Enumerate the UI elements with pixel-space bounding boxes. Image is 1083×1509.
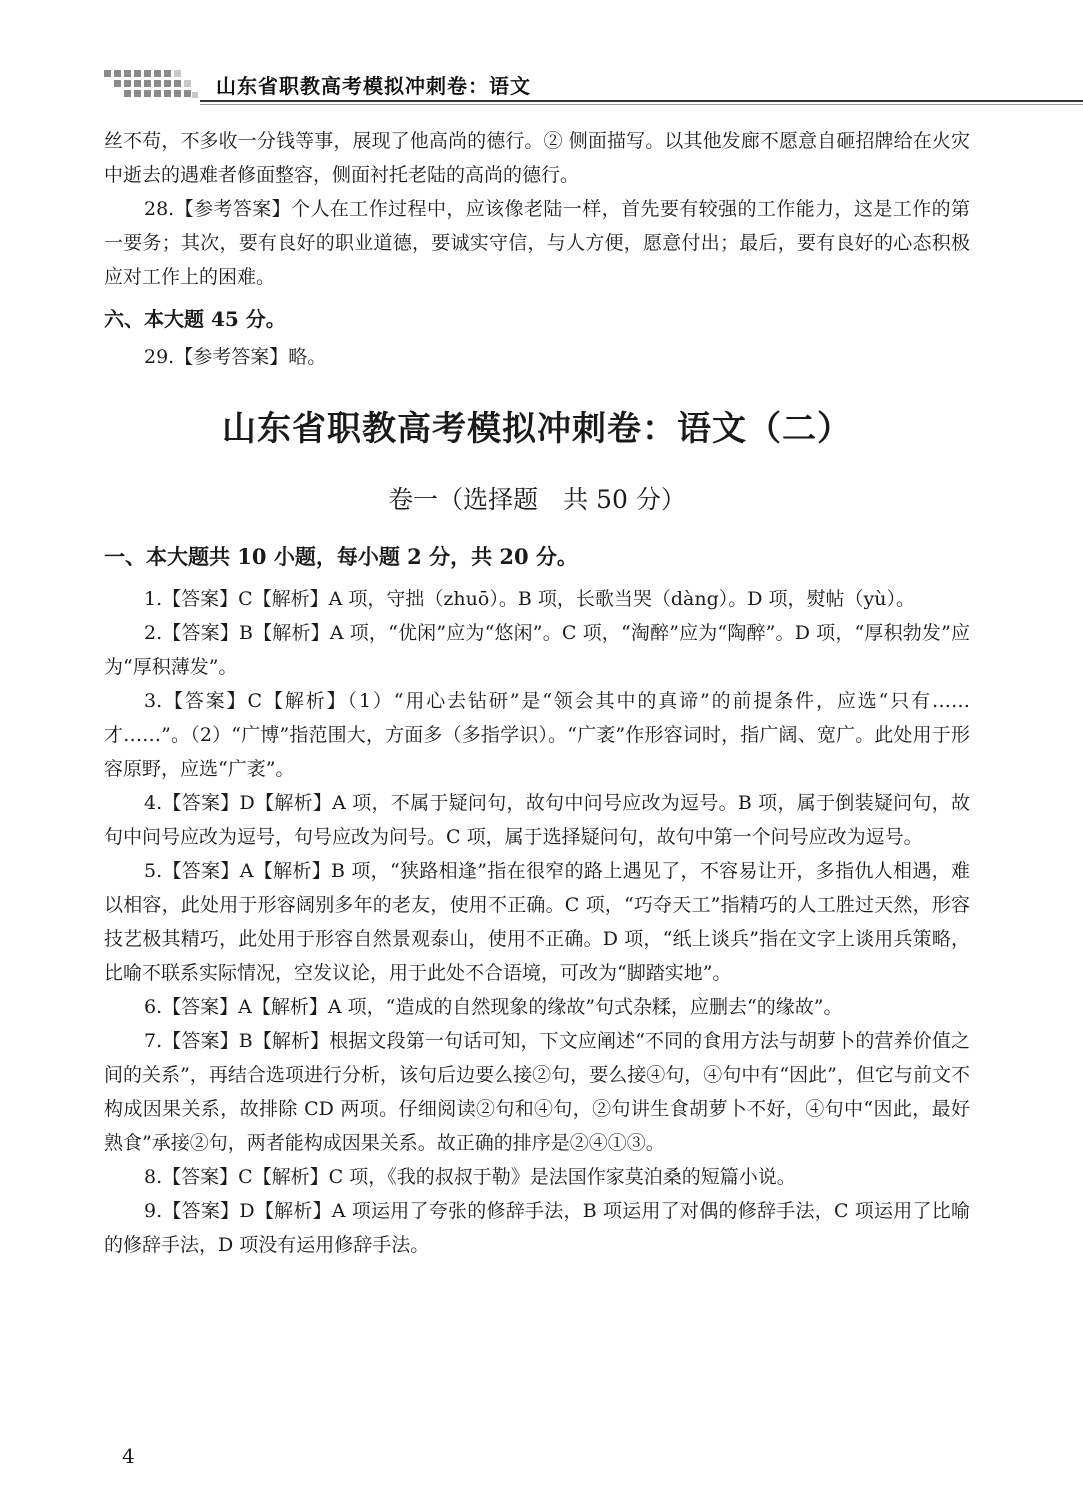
page-number: 4 [122, 1444, 135, 1468]
header-title: 山东省职教高考模拟冲刺卷：语文 [216, 74, 531, 98]
answer-29: 29.【参考答案】略。 [144, 346, 327, 368]
section-one-heading: 一、本大题共 10 小题，每小题 2 分，共 20 分。 [104, 544, 578, 569]
answer-item: 3.【答案】C【解析】（1）“用心去钻研”是“领会其中的真谛”的前提条件，应选“只有……才……”。（2）“广博”指范围大，方面多（多指学识）。“广袤”作形容词时，指广阔、宽广。此处用于形容原野，应选“广袤”。 [104, 690, 970, 780]
answer-item: 5.【答案】A【解析】B 项，“狭路相逢”指在很窄的路上遇见了，不容易让开，多指仇人相遇，难以相容，此处用于形容阔别多年的老友，使用不正确。C 项，“巧夺天工”指精巧的人工胜过天然，形容技艺极其精巧，此处用于形容自然景观泰山，使用不正确。D 项，“纸上谈兵”指在文字上谈用兵策略，比喻不联系实际情况，空发议论，用于此处不合语境，可改为“脚踏实地”。 [104, 860, 970, 984]
answer-item: 7.【答案】B【解析】根据文段第一句话可知，下文应阐述“不同的食用方法与胡萝卜的营养价值之间的关系”，再结合选项进行分析，该句后边要么接②句，要么接④句，④句中有“因此”，但它与前文不构成因果关系，故排除 CD 两项。仔细阅读②句和④句，②句讲生食胡萝卜不好，④句中“因此，最好熟食”承接②句，两者能构成因果关系。故正确的排序是②④①③。 [104, 1030, 970, 1154]
answer-item: 8.【答案】C【解析】C 项，《我的叔叔于勒》是法国作家莫泊桑的短篇小说。 [144, 1166, 796, 1188]
answer-28: 28.【参考答案】个人在工作过程中，应该像老陆一样，首先要有较强的工作能力，这是工作的第一要务；其次，要有良好的职业道德，要诚实守信，与人方便，愿意付出；最后，要有良好的心态积极应对工作上的困难。 [104, 198, 970, 288]
header-dot-grid-icon [104, 70, 200, 104]
answer-item: 4.【答案】D【解析】A 项，不属于疑问句，故句中问号应改为逗号。B 项，属于倒装疑问句，故句中问号应改为逗号，句号应改为问号。C 项，属于选择疑问句，故句中第一个问号应改为逗号。 [104, 792, 970, 848]
header-divider [200, 100, 1083, 102]
exam-subtitle: 卷一（选择题 共 50 分） [388, 485, 686, 514]
answer-item: 9.【答案】D【解析】A 项运用了夸张的修辞手法，B 项运用了对偶的修辞手法，C 项运用了比喻的修辞手法，D 项没有运用修辞手法。 [104, 1200, 970, 1256]
header-divider-thin [200, 104, 1083, 105]
paragraph-continuation: 丝不苟，不多收一分钱等事，展现了他高尚的德行。② 侧面描写。以其他发廊不愿意自砸招牌给在火灾中逝去的遇难者修面整容，侧面衬托老陆的高尚的德行。 [104, 130, 970, 186]
page-header [0, 0, 1083, 110]
section-six-heading: 六、本大题 45 分。 [104, 307, 286, 331]
exam-title: 山东省职教高考模拟冲刺卷：语文（二） [222, 409, 852, 449]
page-content [104, 124, 970, 1262]
answer-item: 1.【答案】C【解析】A 项，守拙（zhuō）。B 项，长歌当哭（dàng）。D 项，熨帖（yù）。 [144, 588, 915, 610]
answer-item: 2.【答案】B【解析】A 项，“优闲”应为“悠闲”。C 项，“淘醉”应为“陶醉”。D 项，“厚积勃发”应为“厚积薄发”。 [104, 622, 970, 678]
answer-item: 6.【答案】A【解析】A 项，“造成的自然现象的缘故”句式杂糅，应删去“的缘故”。 [144, 996, 843, 1018]
